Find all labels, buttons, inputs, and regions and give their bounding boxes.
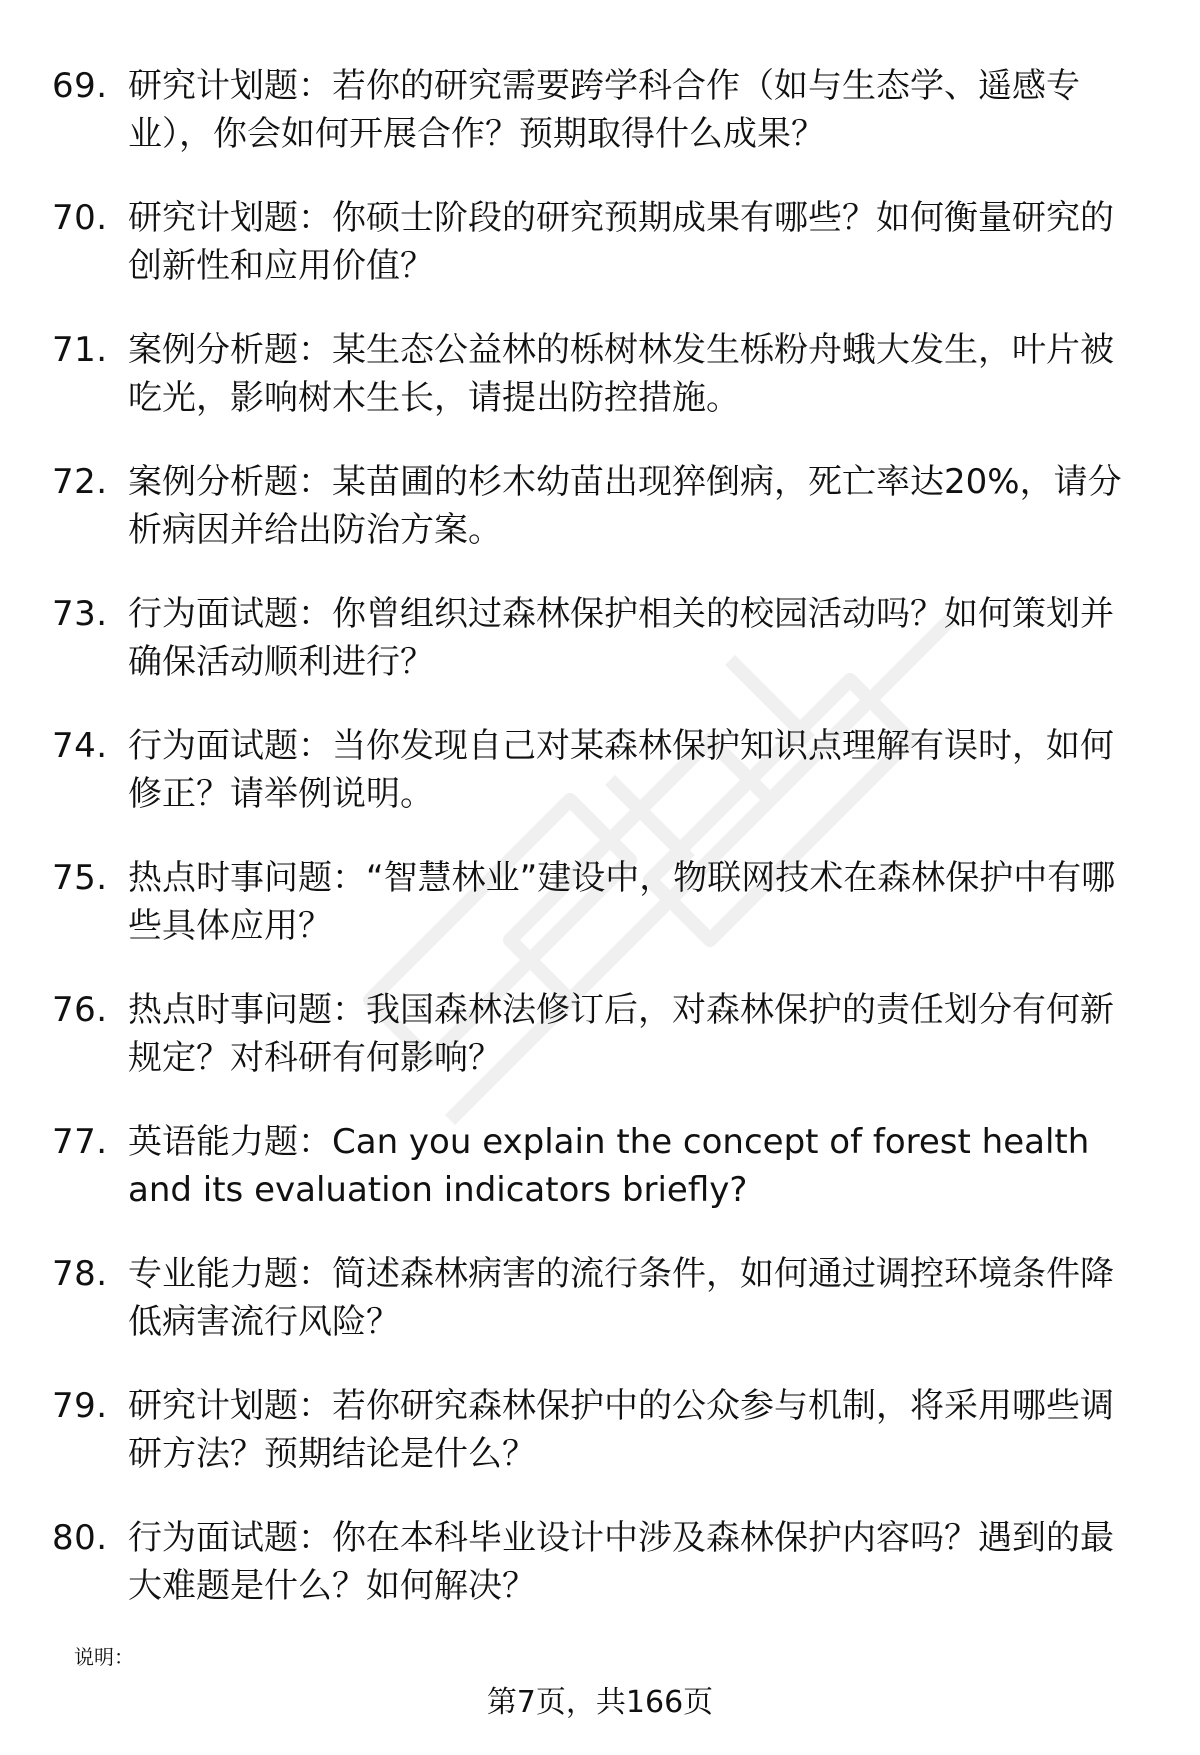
question-text: 英语能力题：Can you explain the concept of forest health and its evaluation indicators briefly? [128,1122,1090,1210]
question-item [52,1382,1152,1514]
question-number: 78. [52,1254,108,1294]
question-number: 74. [52,726,108,766]
question-text: 研究计划题：若你研究森林保护中的公众参与机制，将采用哪些调研方法？预期结论是什么？ [128,1386,1114,1474]
question-number: 71. [52,330,108,370]
question-item [52,1250,1152,1382]
question-number: 73. [52,594,108,634]
page-footer: 第7页，共166页 [486,1685,714,1720]
question-number: 80. [52,1518,108,1558]
note-label: 说明： [74,1645,134,1669]
question-list [52,62,1152,1646]
question-text: 热点时事问题：“智慧林业”建设中，物联网技术在森林保护中有哪些具体应用？ [128,858,1116,946]
question-number: 69. [52,66,108,106]
question-text: 案例分析题：某苗圃的杉木幼苗出现猝倒病，死亡率达20%，请分析病因并给出防治方案。 [128,462,1122,550]
question-item [52,62,1152,194]
question-text: 行为面试题：你在本科毕业设计中涉及森林保护内容吗？遇到的最大难题是什么？如何解决？ [128,1518,1114,1606]
question-number: 76. [52,990,108,1030]
question-item [52,854,1152,986]
question-item [52,986,1152,1118]
question-number: 70. [52,198,108,238]
question-text: 专业能力题：简述森林病害的流行条件，如何通过调控环境条件降低病害流行风险？ [128,1254,1114,1342]
question-text: 热点时事问题：我国森林法修订后，对森林保护的责任划分有何新规定？对科研有何影响？ [128,990,1114,1078]
question-item [52,458,1152,590]
question-item [52,1118,1152,1250]
question-text: 行为面试题：当你发现自己对某森林保护知识点理解有误时，如何修正？请举例说明。 [128,726,1114,814]
question-item [52,590,1152,722]
question-item [52,326,1152,458]
question-number: 75. [52,858,108,898]
question-item [52,722,1152,854]
question-text: 案例分析题：某生态公益林的栎树林发生栎粉舟蛾大发生，叶片被吃光，影响树木生长，请提出防控措施。 [128,330,1114,418]
question-text: 研究计划题：你硕士阶段的研究预期成果有哪些？如何衡量研究的创新性和应用价值？ [128,198,1114,286]
question-text: 行为面试题：你曾组织过森林保护相关的校园活动吗？如何策划并确保活动顺利进行？ [128,594,1114,682]
question-number: 79. [52,1386,108,1426]
question-text: 研究计划题：若你的研究需要跨学科合作（如与生态学、遥感专业），你会如何开展合作？预期取得什么成果？ [128,66,1080,154]
question-item [52,1514,1152,1646]
question-item [52,194,1152,326]
question-number: 72. [52,462,108,502]
question-number: 77. [52,1122,108,1162]
